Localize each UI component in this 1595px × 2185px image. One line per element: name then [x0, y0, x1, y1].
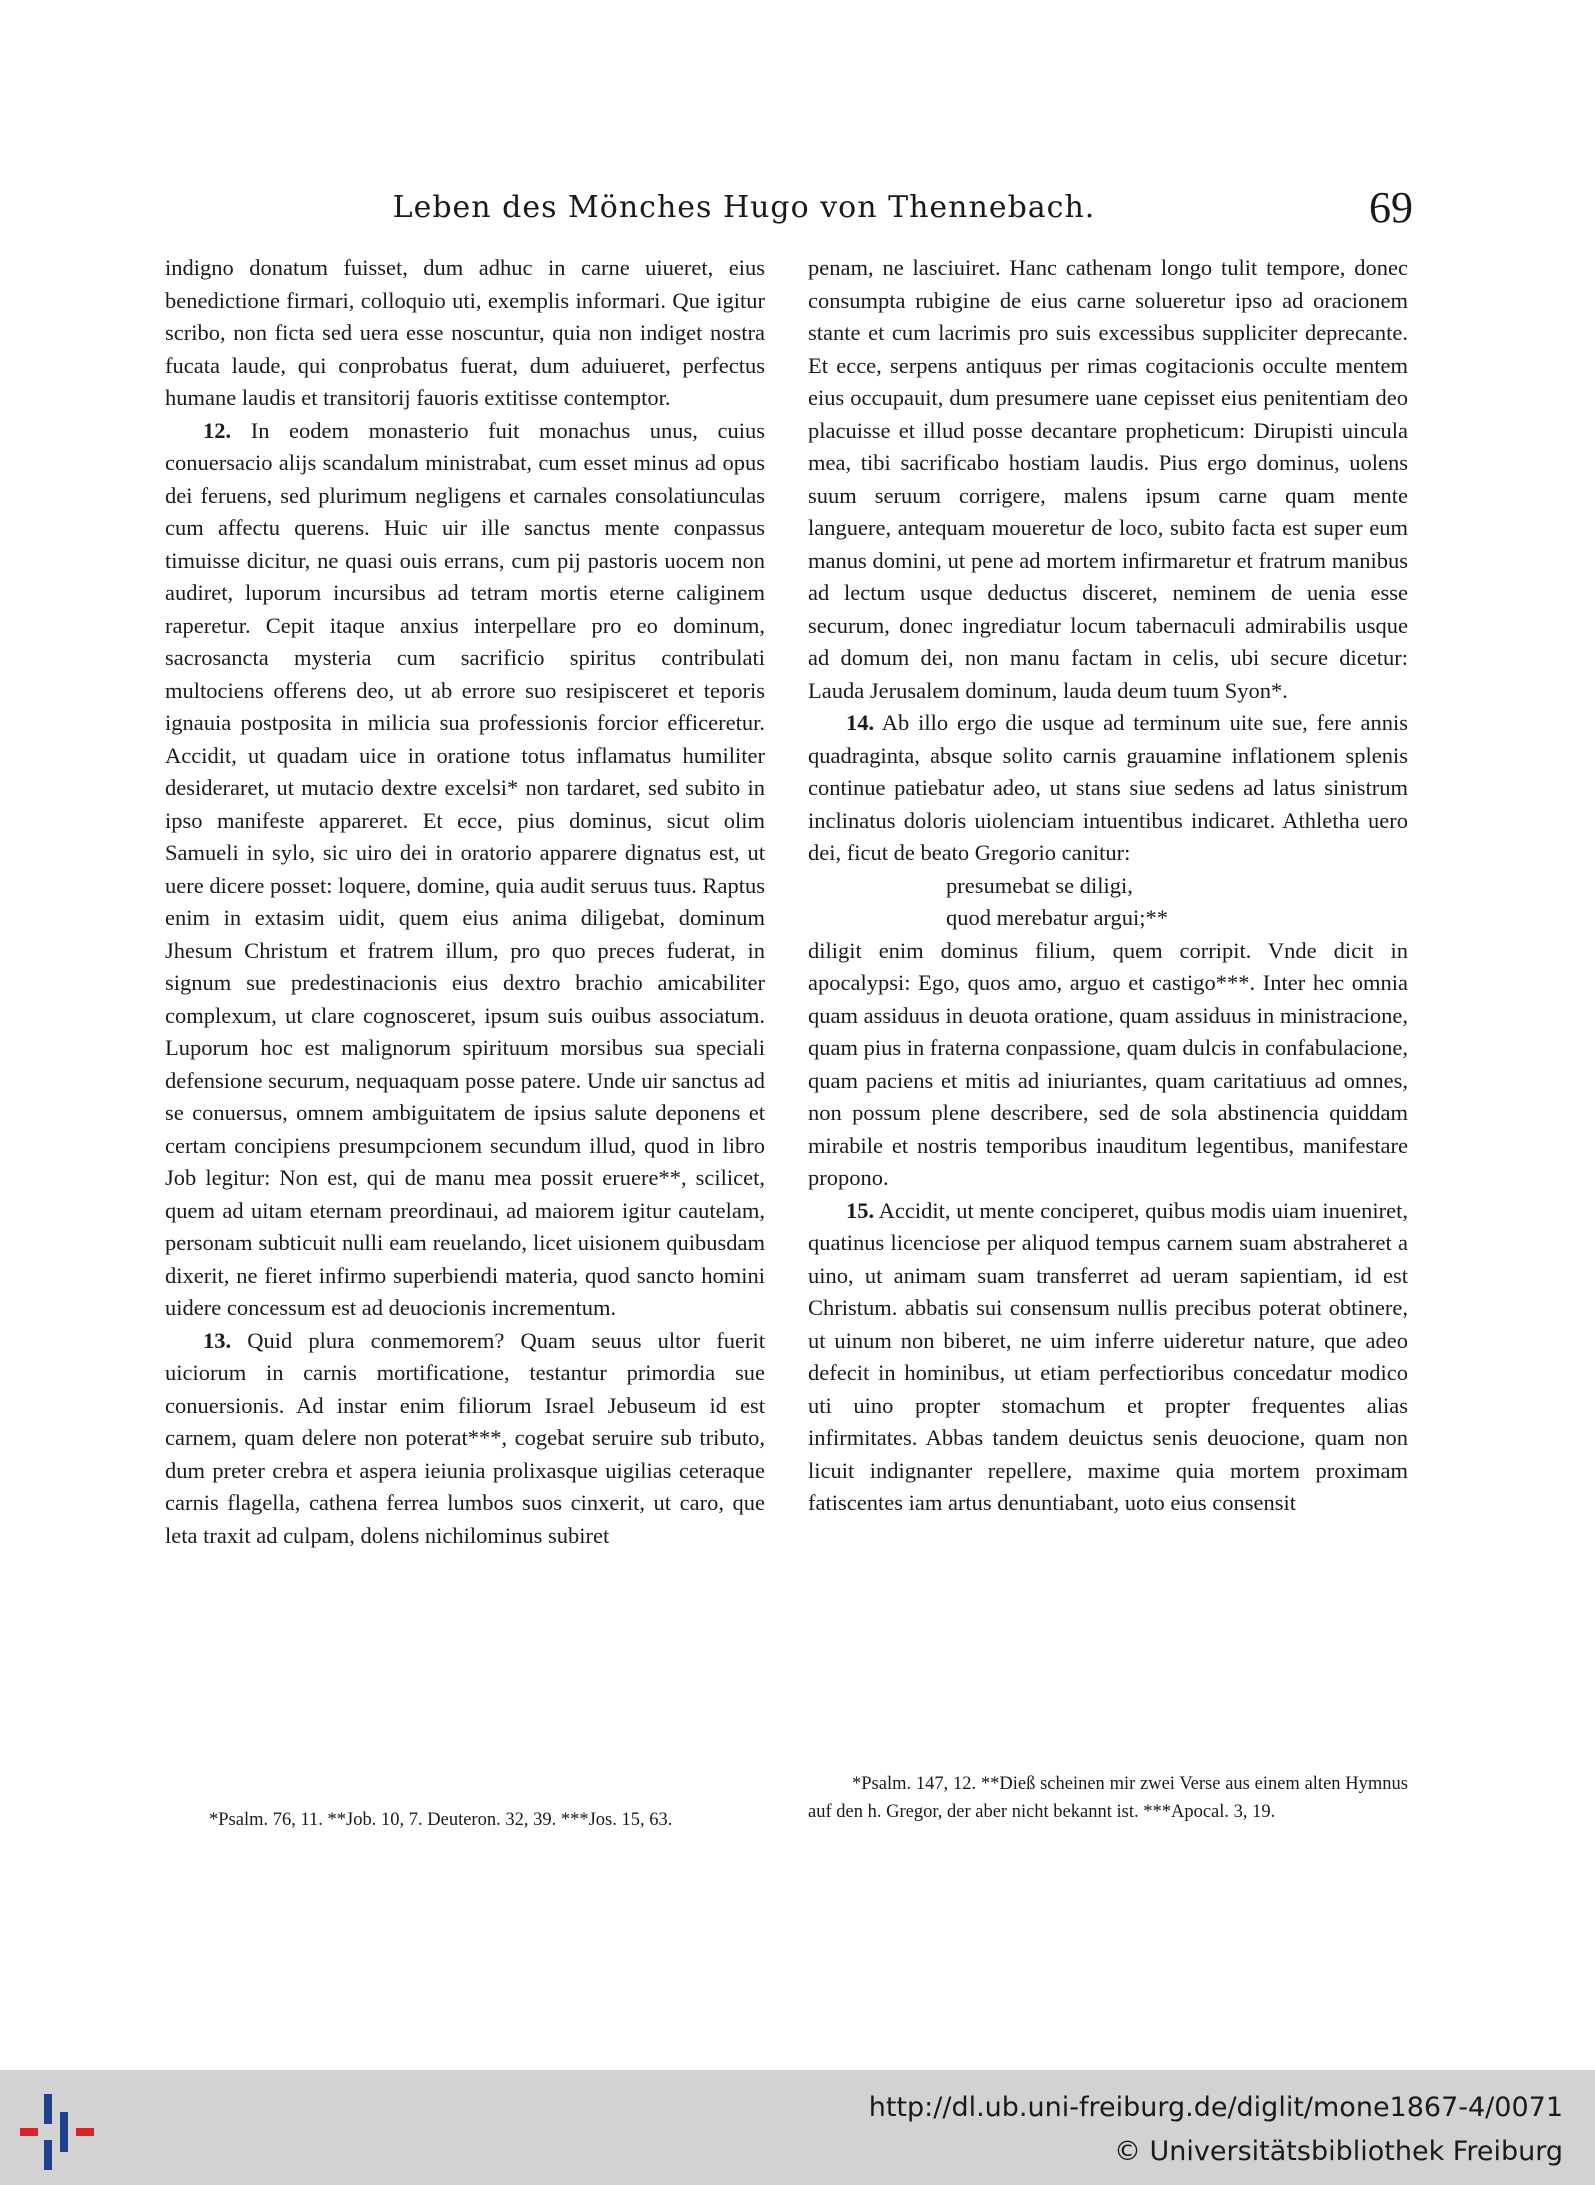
paragraph-text: Ab illo ergo die usque ad terminum uite sue, fere annis quadraginta, absque solito carnis grauamine inflationem splenis continue patiebatur adeo, ut stans siue sedens ad latus sinistrum inclinatus doloris uiolenciam intuentibus indicaret. Athletha uero dei, ficut de beato Gregorio canitur: [808, 710, 1408, 865]
running-title: Leben des Mönches Hugo von Thennebach. [392, 190, 1096, 225]
running-header [165, 180, 1413, 240]
footnote-left: *Psalm. 76, 11. **Job. 10, 7. Deuteron. 32, 39. ***Jos. 15, 63. [209, 1810, 673, 1830]
left-column [165, 252, 765, 1552]
paragraph: indigno donatum fuisset, dum adhuc in carne uiueret, eius benedictione firmari, colloquio uti, exemplis informari. Que igitur scribo, non ficta sed uera esse noscuntur, quia non indiget nostra fucata laude, qui conprobatus fuerat, dum aduiueret, perfectus humane laudis et transitorij fauoris extitisse contemptor. [165, 255, 765, 410]
permalink-url[interactable]: http://dl.ub.uni-freiburg.de/diglit/mone1867-4/0071 [868, 2092, 1563, 2123]
verse-line: presumebat se diligi, [946, 872, 1133, 898]
paragraph: diligit enim dominus filium, quem corripit. Vnde dicit in apocalypsi: Ego, quos amo, arguo et castigo***. Inter hec omnia quam assiduus in deuota oratione, quam assiduus in ministracione, quam pius in fraterna conpassione, quam dulcis in confabulacione, quam paciens et mitis ad iniuriantes, quam caritatiuus ad omnes, non possum plene describere, sed de sola abstinencia quiddam mirabile et nostris temporibus inauditum legentibus, manifestare propono. [808, 937, 1408, 1190]
section-number: 12. [203, 417, 232, 443]
paragraph-12 [165, 415, 765, 1325]
paragraph-15 [808, 1195, 1408, 1520]
library-logo-icon [20, 2094, 102, 2170]
right-column [808, 252, 1408, 1520]
footnote-right: *Psalm. 147, 12. **Dieß scheinen mir zwei Verse aus einem alten Hymnus auf den h. Gregor, der aber nicht bekannt ist. ***Apocal. 3, 19. [808, 1774, 1408, 1822]
paragraph: penam, ne lasciuiret. Hanc cathenam longo tulit tempore, donec consumpta rubigine de eius carne solueretur ipso ad oracionem stante et cum lacrimis pro suis excessibus suppliciter deprecante. Et ecce, serpens antiquus per rimas cogitacionis occulte mentem eius occupauit, dum presumere uane cepisset eius penitentiam deo placuisse et illud posse decantare propheticum: Dirupisti uincula mea, tibi sacrificabo hostiam laudis. Pius ergo dominus, uolens suum seruum corrigere, malens ipsum carne quam mente languere, antequam moueretur de loco, subito facta est super eum manus domini, ut pene ad mortem infirmaretur et fratrum manibus ad lectum usque deductus disceret, neminem de uenia esse securum, donec ingrediatur locum tabernaculi admirabilis usque ad domum dei, non manu factam in celis, ubi secure dicetur: Lauda Jerusalem dominum, lauda deum tuum Syon*. [808, 255, 1408, 703]
paragraph-text: Quid plura conmemorem? Quam seuus ultor fuerit uiciorum in carnis mortificatione, testantur primordia sue conuersionis. Ad instar enim filiorum Israel Jebuseum id est carnem, quam delere non poterat***, cogebat seruire sub tributo, dum preter crebra et aspera ieiunia prolixasque uigilias ceteraque carnis flagella, cathena ferrea lumbos suos cinxerit, ut caro, que leta traxit ad culpam, dolens nichilominus subiret [165, 1327, 765, 1548]
paragraph-text: Accidit, ut mente conciperet, quibus modis uiam inueniret, quatinus licenciose per aliquod tempus carnem suam abstraheret a uino, ut animam suam transferret ad ueram sapientiam, id est Christum. abbatis sui consensum nullis precibus poterat obtinere, ut uinum non biberet, ne uim inferre uideretur nature, que adeo defecit in hominibus, ut etiam perfectioribus concedatur modico uti uino propter stomachum et propter frequentes alias infirmitates. Abbas tandem deuictus senis deuocione, quam non licuit indignanter repellere, maxime quia mortem proximam fatiscentes iam artus denuntiabant, uoto eius consensit [808, 1197, 1408, 1515]
footer-bar [0, 2070, 1595, 2185]
paragraph-14 [808, 707, 1408, 870]
section-number: 15. [846, 1197, 875, 1223]
paragraph-13 [165, 1325, 765, 1553]
section-number: 13. [203, 1327, 232, 1353]
verse-line: quod merebatur argui;** [946, 905, 1169, 930]
paragraph-text: In eodem monasterio fuit monachus unus, cuius conuersacio alijs scandalum ministrabat, cum esset minus ad opus dei feruens, sed plurimum negligens et carnales consolatiunculas cum affectu querens. Huic uir ille sanctus mente conpassus timuisse dicitur, ne quasi ouis errans, cum pij pastoris uocem non audiret, luporum incursibus ad tetram mortis eterne caliginem raperetur. Cepit itaque anxius interpellare pro eo dominum, sacrosancta mysteria cum sacrificio spiritus contribulati multociens offerens deo, ut ab errore suo resipisceret et teporis ignauia postposita in milicia sua professionis forcior efficeretur. Accidit, ut quadam uice in oratione totus inflamatus humiliter desideraret, ut mutacio dextre excelsi* non tardaret, sed subito in ipso manifeste appareret. Et ecce, pius dominus, sicut olim Samueli in sylo, sic uiro dei in oratorio apparere dignatus est, ut uere dicere posset: loquere, domine, quia audit seruus tuus. Raptus enim in extasim uidit, quem eius anima diligebat, dominum Jhesum Christum et fratrem illum, pro quo preces fuderat, in signum sue predestinacionis eius dextro brachio amicabiliter complexum, ut clare cognosceret, ipsum suis ouibus associatum. Luporum hoc est malignorum spirituum morsibus sua speciali defensione securum, nequaquam posse patere. Unde uir sanctus ad se conuersus, omnem ambiguitatem de ipsius salute deponens et certam concipiens presumpcionem secundum illud, quod in libro Job legitur: Non est, qui de manu mea possit eruere**, scilicet, quem ad uitam eternam preordinaui, ad maiorem igitur cautelam, personam subticuit nulli eam reuelando, licet uisionem quibusdam dixerit, ne fieret infirmo superbiendi materia, quod sancto homini uidere concessum est ad deuocionis incrementum. [165, 417, 765, 1320]
copyright-notice: © Universitätsbibliothek Freiburg [1113, 2136, 1563, 2167]
section-number: 14. [846, 710, 875, 735]
page-number: 69 [1369, 183, 1413, 232]
